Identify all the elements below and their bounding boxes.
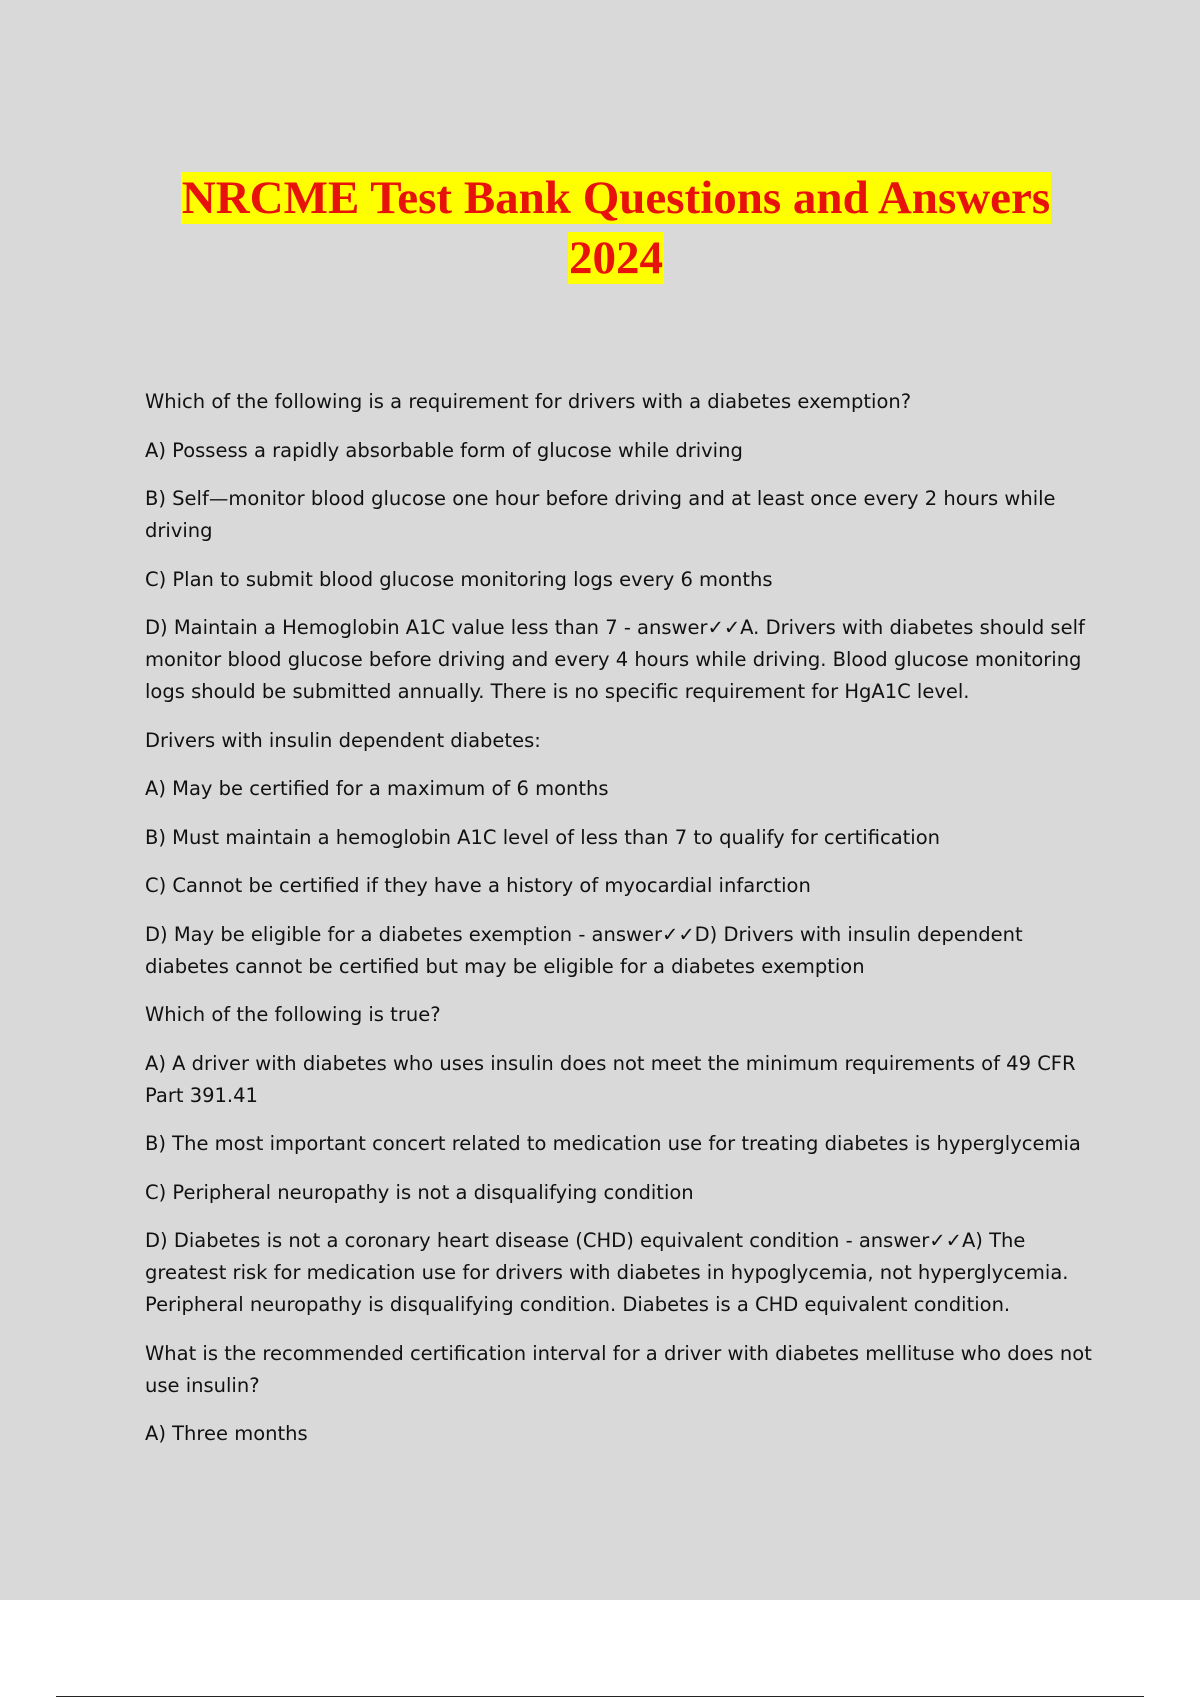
question-text: Drivers with insulin dependent diabetes: <box>145 728 541 752</box>
document-title <box>0 168 1200 288</box>
question-list <box>145 386 1095 1467</box>
question-text: Which of the following is true? <box>145 1003 441 1026</box>
answer-option: A) Three months <box>145 1422 308 1445</box>
title-line-1: NRCME Test Bank Questions and Answers <box>181 172 1051 224</box>
answer-option-with-explanation: D) May be eligible for a diabetes exemption - answer✓✓D) Drivers with insulin dependent diabetes cannot be certified but may be eligible for a diabetes exemption <box>145 922 1023 978</box>
answer-option: B) The most important concert related to medication use for treating diabetes is hyperglycemia <box>145 1132 1081 1155</box>
answer-option: A) A driver with diabetes who uses insulin does not meet the minimum requirements of 49 CFR Part 391.41 <box>145 1051 1076 1107</box>
answer-option: C) Plan to submit blood glucose monitoring logs every 6 months <box>145 567 773 591</box>
answer-option: C) Cannot be certified if they have a history of myocardial infarction <box>145 874 811 897</box>
answer-option: C) Peripheral neuropathy is not a disqualifying condition <box>145 1180 694 1204</box>
question-text: What is the recommended certification interval for a driver with diabetes mellituse who does not use insulin? <box>145 1341 1092 1397</box>
answer-option: B) Must maintain a hemoglobin A1C level of less than 7 to qualify for certification <box>145 825 941 849</box>
page-divider <box>56 1696 1144 1697</box>
answer-option: A) May be certified for a maximum of 6 months <box>145 777 609 800</box>
answer-option-with-explanation: D) Maintain a Hemoglobin A1C value less than 7 - answer✓✓A. Drivers with diabetes should self monitor blood glucose before driving and every 4 hours while driving. Blood glucose monitoring logs should be submitted annually. There is no specific requirement for HgA1C level. <box>145 616 1085 703</box>
answer-option: B) Self—monitor blood glucose one hour before driving and at least once every 2 hours while driving <box>145 487 1056 542</box>
title-line-2: 2024 <box>569 232 663 284</box>
question-text: Which of the following is a requirement for drivers with a diabetes exemption? <box>145 390 912 413</box>
answer-option-with-explanation: D) Diabetes is not a coronary heart disease (CHD) equivalent condition - answer✓✓A) The greatest risk for medication use for drivers with diabetes in hypoglycemia, not hyperglycemia. Peripheral neuropathy is disqualifying condition. Diabetes is a CHD equivalent condition. <box>145 1229 1069 1316</box>
answer-option: A) Possess a rapidly absorbable form of glucose while driving <box>145 438 743 462</box>
